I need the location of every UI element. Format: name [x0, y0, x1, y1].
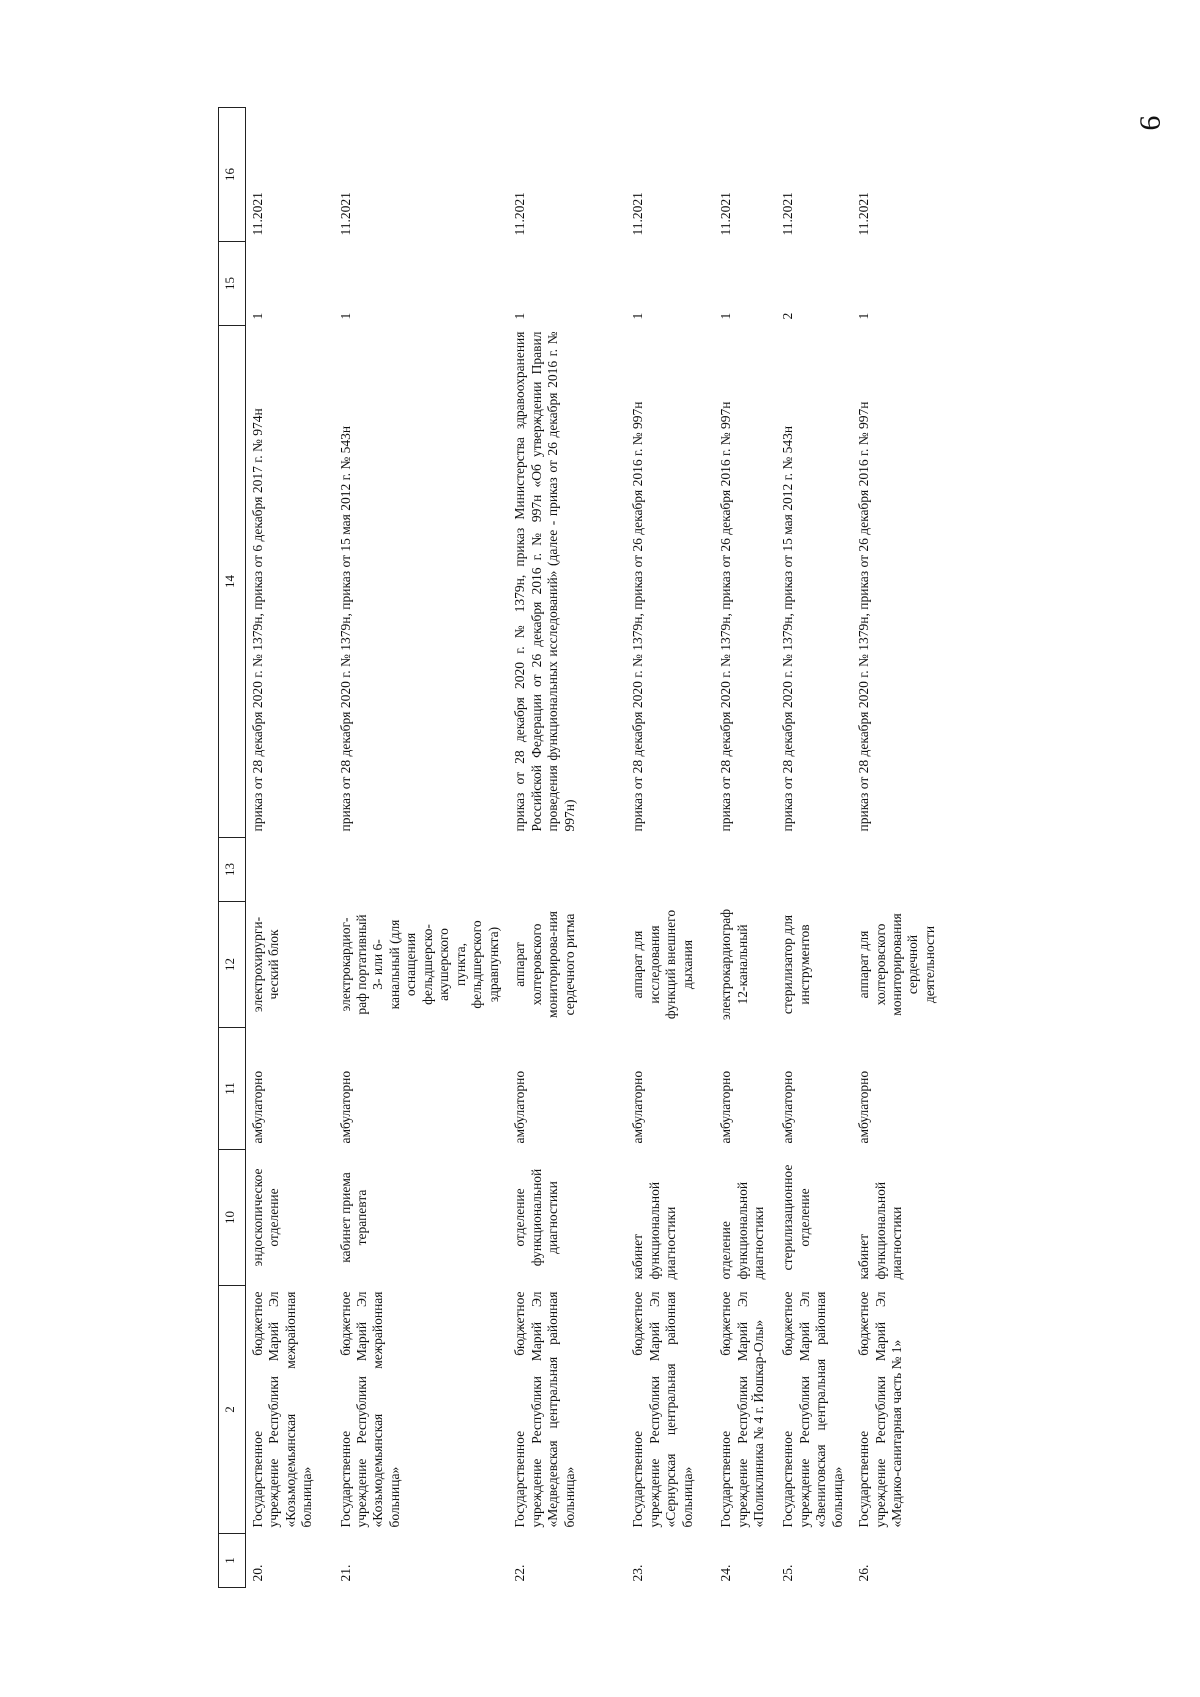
equipment-name: электрохирурги-ческий блок — [250, 916, 282, 1013]
table-row — [776, 108, 852, 1588]
organization-name: Государственное бюджетное учреждение Республики Марий Эл «Козьмодемьянская межрайонная больница» — [250, 1291, 315, 1528]
care-condition: амбулаторно — [718, 1070, 734, 1144]
regulatory-orders: приказ от 28 декабря 2020 г. № 1379н, приказ от 6 декабря 2017 г. № 974н — [250, 408, 265, 832]
rotated-table-container — [218, 108, 988, 1588]
table-row — [246, 108, 334, 1588]
regulatory-orders: приказ от 28 декабря 2020 г. № 1379н, приказ от 26 декабря 2016 г. № 997н — [856, 401, 872, 832]
row-number: 20. — [250, 1564, 265, 1582]
organization-name: Государственное бюджетное учреждение Республики Марий Эл «Сернурская центральная районная больница» — [630, 1291, 695, 1528]
department: стерилизационное отделение — [780, 1164, 812, 1271]
delivery-date: 11.2021 — [630, 192, 646, 236]
organization-name: Государственное бюджетное учреждение Республики Марий Эл «Звениговская центральная районная больница» — [780, 1291, 845, 1528]
equipment-name: электрокардиограф 12-канальный — [718, 909, 750, 1021]
equipment-name: аппарат холтеровского мониторирова-ния сердечного ритма — [512, 910, 577, 1019]
department: кабинет функциональной диагностики — [630, 1181, 679, 1280]
care-condition: амбулаторно — [780, 1070, 796, 1144]
equipment-name: аппарат для исследования функций внешнего дыхания — [630, 909, 695, 1020]
organization-name: Государственное бюджетное учреждение Республики Марий Эл «Козьмодемьянская межрайонная больница» — [337, 1291, 402, 1528]
quantity: 1 — [856, 312, 872, 320]
quantity: 1 — [718, 312, 734, 320]
column-13 — [714, 838, 776, 902]
column-13 — [246, 838, 334, 902]
quantity: 1 — [512, 312, 528, 320]
column-13 — [776, 838, 852, 902]
header-cell: 13 — [219, 838, 246, 902]
regulatory-orders: приказ от 28 декабря 2020 г. № 1379н, приказ от 26 декабря 2016 г. № 997н — [718, 401, 734, 832]
quantity: 2 — [780, 312, 796, 320]
table-header-row — [219, 108, 246, 1588]
department: кабинет функциональной диагностики — [856, 1181, 904, 1280]
department: кабинет приема терапевта — [337, 1172, 369, 1263]
equipment-name: электрокардиог-раф портативный 3- или 6- канальный (для оснащения фельдшерско-акушерского пункта, фельдшерского здравпункта) — [337, 914, 501, 1015]
column-13 — [508, 838, 626, 902]
delivery-date: 11.2021 — [856, 192, 872, 236]
care-condition: амбулаторно — [856, 1070, 872, 1144]
row-number: 25. — [780, 1564, 796, 1582]
header-cell: 16 — [219, 108, 246, 242]
row-number: 22. — [512, 1564, 528, 1582]
organization-name: Государственное бюджетное учреждение Республики Марий Эл «Медико-санитарная часть № 1» — [856, 1291, 904, 1528]
delivery-date: 11.2021 — [780, 192, 796, 236]
care-condition: амбулаторно — [250, 1070, 265, 1144]
row-number: 21. — [337, 1564, 353, 1582]
quantity: 1 — [337, 312, 353, 320]
quantity: 1 — [250, 312, 265, 320]
column-13 — [852, 838, 944, 902]
organization-name: Государственное бюджетное учреждение Республики Марий Эл «Поликлиника № 4 г. Йошкар-Олы» — [718, 1291, 767, 1528]
delivery-date: 11.2021 — [512, 192, 528, 236]
equipment-name: аппарат для холтеровского мониторирования сердечной деятельности — [856, 913, 937, 1016]
header-cell: 11 — [219, 1028, 246, 1150]
care-condition: амбулаторно — [630, 1070, 646, 1144]
regulatory-orders: приказ от 28 декабря 2020 г. № 1379н, приказ от 15 мая 2012 г. № 543н — [337, 425, 353, 832]
row-number: 24. — [718, 1564, 734, 1582]
equipment-table — [218, 107, 944, 1588]
delivery-date: 11.2021 — [718, 192, 734, 236]
regulatory-orders: приказ от 28 декабря 2020 г. № 1379н, приказ от 15 мая 2012 г. № 543н — [780, 425, 796, 832]
header-cell: 10 — [219, 1150, 246, 1286]
table-row — [852, 108, 944, 1588]
header-cell: 14 — [219, 326, 246, 838]
page-number: 9 — [1133, 115, 1167, 131]
care-condition: амбулаторно — [337, 1070, 353, 1144]
delivery-date: 11.2021 — [337, 192, 353, 236]
equipment-name: стерилизатор для инструментов — [780, 914, 812, 1015]
care-condition: амбулаторно — [512, 1070, 528, 1144]
row-number: 26. — [856, 1564, 872, 1582]
regulatory-orders: приказ от 28 декабря 2020 г. № 1379н, приказ от 26 декабря 2016 г. № 997н — [630, 401, 646, 832]
header-cell: 1 — [219, 1534, 246, 1588]
department: эндоскопическое отделение — [250, 1168, 282, 1267]
table-row — [334, 108, 509, 1588]
column-13 — [334, 838, 509, 902]
department: отделение функциональной диагностики — [512, 1168, 561, 1267]
table-row — [626, 108, 714, 1588]
department: отделение функциональной диагностики — [718, 1181, 767, 1280]
column-13 — [626, 838, 714, 902]
row-number: 23. — [630, 1564, 646, 1582]
delivery-date: 11.2021 — [250, 192, 265, 236]
header-cell: 2 — [219, 1286, 246, 1534]
table-row — [508, 108, 626, 1588]
regulatory-orders: приказ от 28 декабря 2020 г. № 1379н, приказ Министерства здравоохранения Российской Федерации от 26 декабря 2016 г. № 997н «Об утверждении Правил проведения функциональных исследований» (далее - приказ от 26 декабря 2016 г. № 997н) — [512, 331, 577, 832]
organization-name: Государственное бюджетное учреждение Республики Марий Эл «Медведевская центральная районная больница» — [512, 1291, 577, 1528]
quantity: 1 — [630, 312, 646, 320]
table-row — [714, 108, 776, 1588]
header-cell: 15 — [219, 242, 246, 326]
header-cell: 12 — [219, 902, 246, 1028]
